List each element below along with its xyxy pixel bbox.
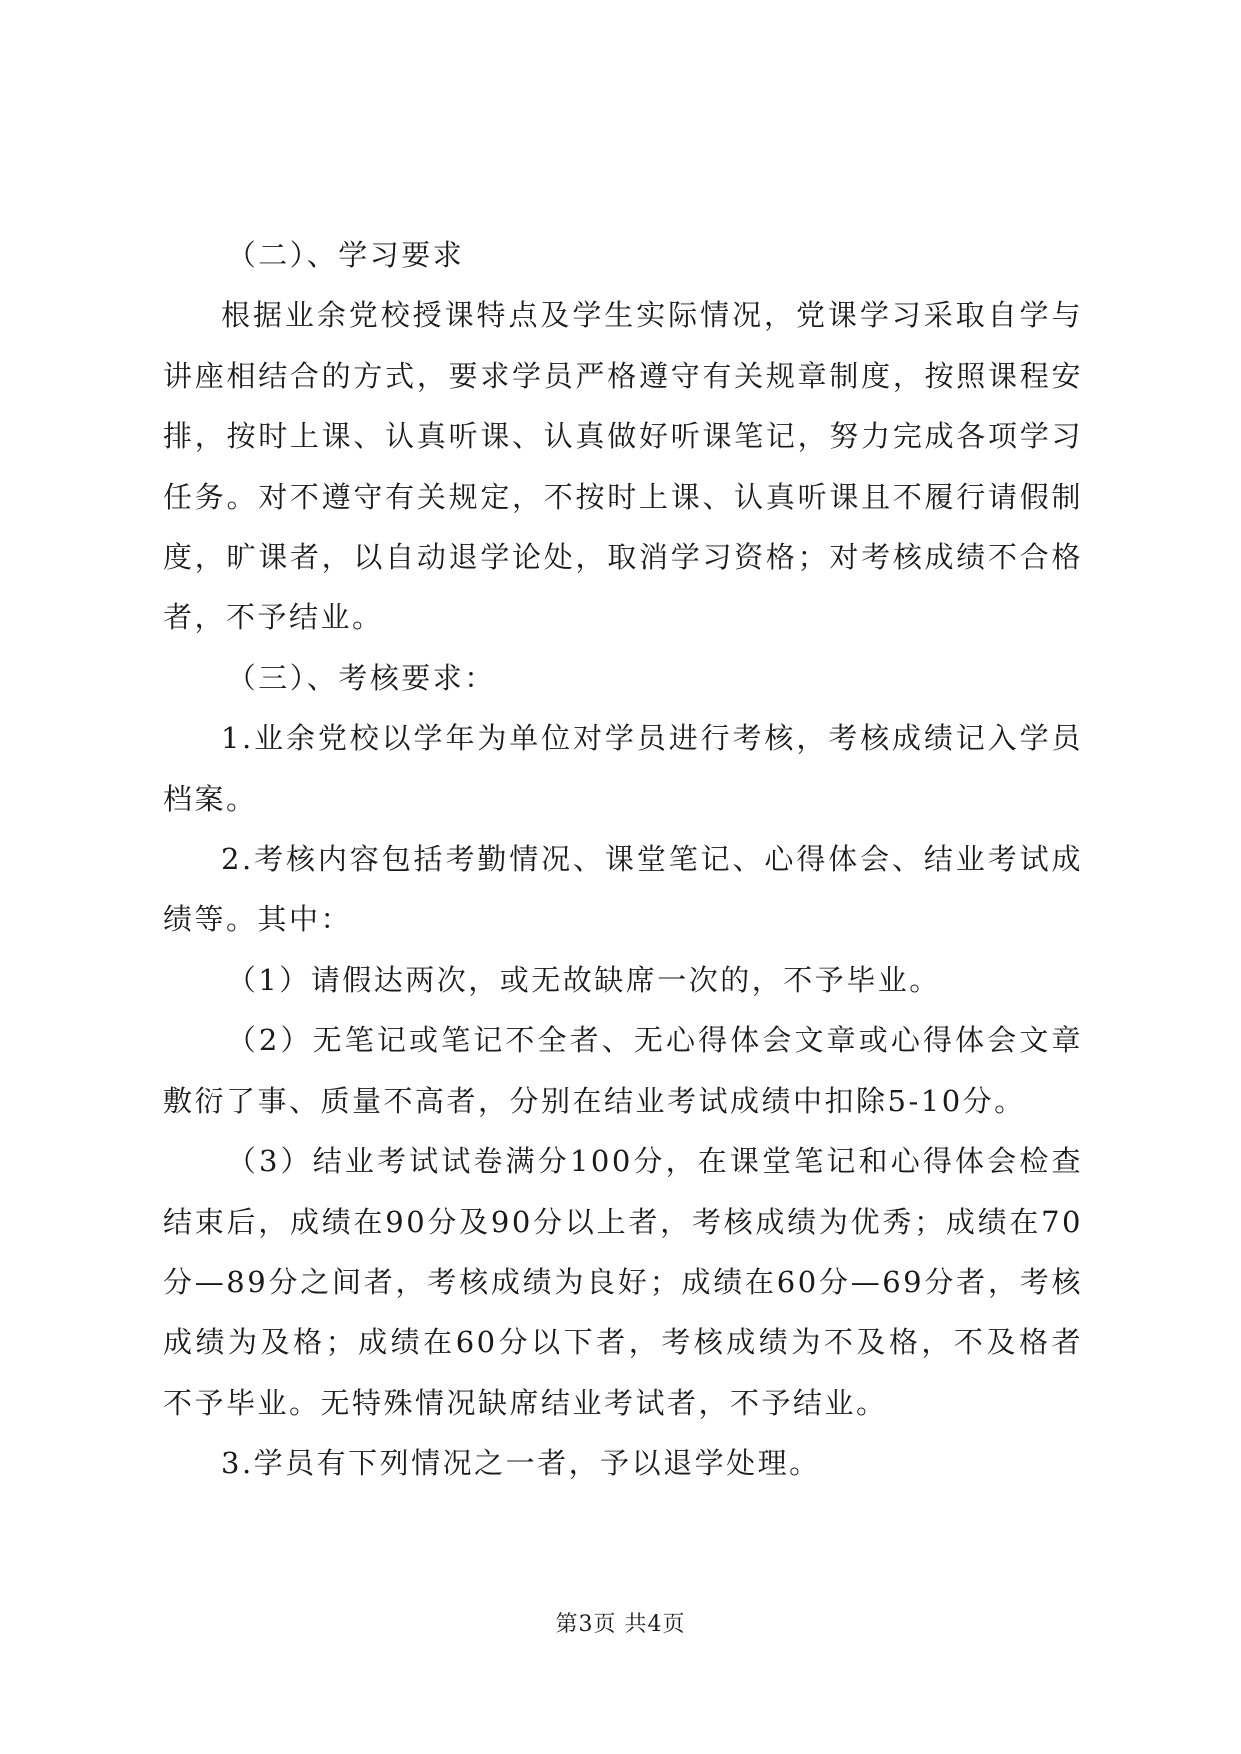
paragraph-study-requirements: 根据业余党校授课特点及学生实际情况，党课学习采取自学与讲座相结合的方式，要求学员严格遵守有关规章制度，按照课程安排，按时上课、认真听课、认真做好听课笔记，努力完成各项学习任务。对不遵守有关规定，不按时上课、认真听课且不履行请假制度，旷课者，以自动退学论处，取消学习资格；对考核成绩不合格者，不予结业。 xyxy=(163,298,1083,635)
paragraph-subitem-2: （2）无笔记或笔记不全者、无心得体会文章或心得体会文章敷衍了事、质量不高者，分别在结业考试成绩中扣除5-10分。 xyxy=(163,1023,1083,1118)
section-heading-assessment-requirements: （三）、考核要求： xyxy=(226,660,496,695)
section-heading-study-requirements: （二）、学习要求 xyxy=(226,238,465,272)
document-body xyxy=(163,225,1083,1494)
page-number-footer: 第3页 共4页 xyxy=(555,1612,686,1637)
paragraph-item-3: 3.学员有下列情况之一者，予以退学处理。 xyxy=(221,1446,821,1481)
paragraph-subitem-3: （3）结业考试试卷满分100分，在课堂笔记和心得体会检查结束后，成绩在90分及90分以上者，考核成绩为优秀；成绩在70分—89分之间者，考核成绩为良好；成绩在60分—69分者，考核成绩为及格；成绩在60分以下者，考核成绩为不及格，不及格者不予毕业。无特殊情况缺席结业考试者，不予结业。 xyxy=(163,1144,1083,1420)
paragraph-item-2: 2.考核内容包括考勤情况、课堂笔记、心得体会、结业考试成绩等。其中： xyxy=(163,842,1083,937)
paragraph-subitem-1: （1）请假达两次，或无故缺席一次的，不予毕业。 xyxy=(226,962,941,997)
paragraph-item-1: 1.业余党校以学年为单位对学员进行考核，考核成绩记入学员档案。 xyxy=(163,721,1083,816)
